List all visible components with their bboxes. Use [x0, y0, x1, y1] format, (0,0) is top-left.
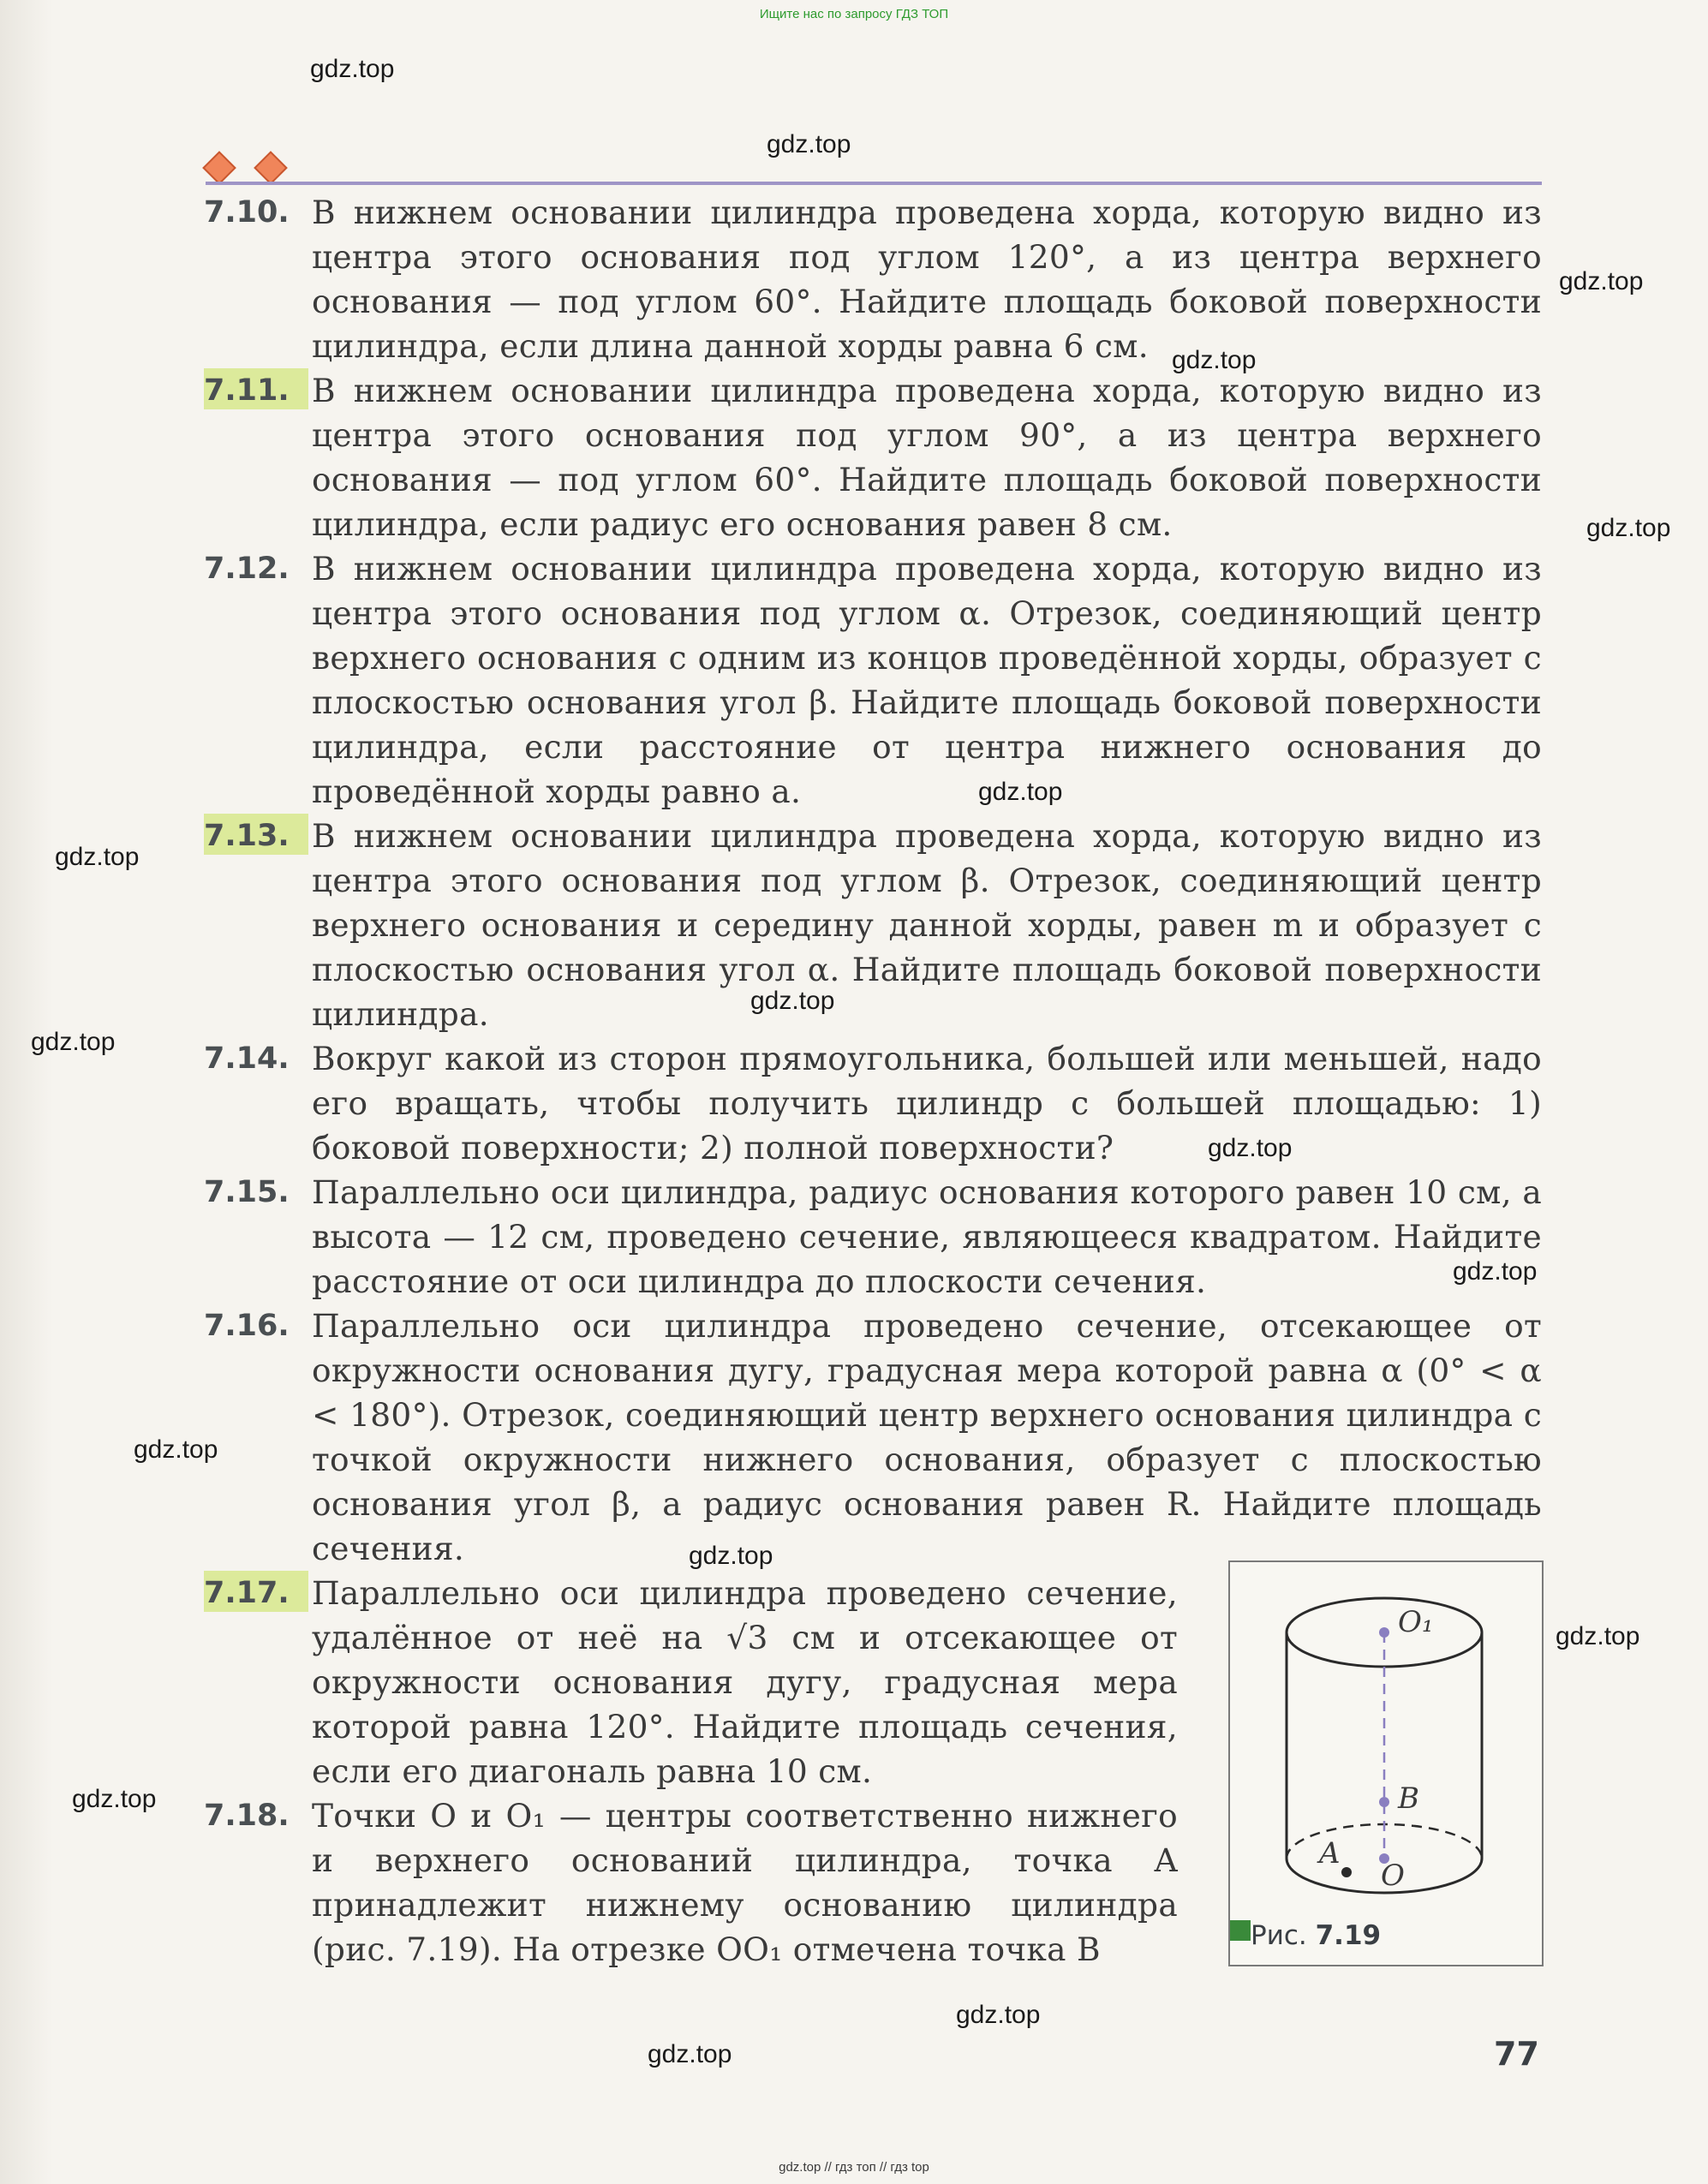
difficulty-diamond-icon	[254, 151, 288, 185]
watermark: gdz.top	[648, 2040, 732, 2068]
problem-number: 7.13.	[204, 814, 308, 855]
problem-7-15	[204, 1170, 1542, 1304]
point-o1	[1379, 1627, 1389, 1638]
label-o1: O₁	[1398, 1605, 1434, 1639]
problem-7-11	[204, 368, 1542, 546]
problem-number: 7.14.	[204, 1041, 290, 1076]
watermark: gdz.top	[310, 55, 395, 83]
problem-number: 7.16.	[204, 1309, 290, 1343]
problem-number: 7.10.	[204, 195, 290, 230]
watermark: gdz.top	[1208, 1134, 1293, 1162]
problem-number: 7.11.	[204, 368, 308, 409]
problem-7-13	[204, 814, 1542, 1036]
figure-caption	[1251, 1920, 1381, 1951]
caption-prefix: Рис.	[1251, 1920, 1307, 1951]
watermark: gdz.top	[31, 1028, 116, 1056]
cylinder-diagram	[1230, 1562, 1542, 1965]
caption-number: 7.19	[1315, 1920, 1382, 1951]
label-o: O	[1381, 1859, 1405, 1893]
watermark: gdz.top	[55, 843, 140, 871]
point-a	[1341, 1867, 1352, 1877]
label-a: A	[1319, 1836, 1341, 1871]
watermark: gdz.top	[1453, 1257, 1538, 1286]
watermark: gdz.top	[1586, 514, 1671, 542]
watermark: gdz.top	[767, 130, 851, 158]
page-edge	[0, 0, 53, 2184]
problem-7-12	[204, 546, 1542, 814]
difficulty-diamond-icon	[202, 151, 236, 185]
watermark: gdz.top	[1172, 346, 1257, 374]
watermark: gdz.top	[956, 2001, 1041, 2029]
problem-text: В нижнем основании цилиндра проведена хорда, которую видно из центра этого основания под углом 120°, а из центра верхнего основания — под углом 60°. Найдите площадь боковой поверхности цилиндра, если длина данной хорды равна 6 см.	[312, 194, 1542, 365]
footer-note: gdz.top // гдз топ // гдз top	[779, 2160, 929, 2175]
watermark: gdz.top	[978, 778, 1063, 806]
problem-text: Параллельно оси цилиндра, радиус основания которого равен 10 см, а высота — 12 см, проведено сечение, являющееся квадратом. Найдите расстояние от оси цилиндра до плоскости сечения.	[312, 1173, 1542, 1300]
section-rule	[206, 182, 1542, 185]
problem-text: Вокруг какой из сторон прямоугольника, большей или меньшей, надо его вращать, чтобы получить цилиндр с большей площадью: 1) боковой поверхности; 2) полной поверхности?	[312, 1040, 1542, 1167]
watermark: gdz.top	[689, 1542, 773, 1570]
problem-7-10	[204, 190, 1542, 368]
label-b: B	[1398, 1781, 1419, 1816]
watermark: gdz.top	[72, 1785, 157, 1813]
problem-text: Параллельно оси цилиндра проведено сечение, удалённое от неё на √3 см и отсекающее от окружности основания дугу, градусная мера которой равна 120°. Найдите площадь сечения, если его диагональ равна 10 см.	[312, 1574, 1178, 1790]
page-number: 77	[1494, 2035, 1539, 2073]
watermark: gdz.top	[750, 987, 835, 1015]
problem-text: Параллельно оси цилиндра проведено сечение, отсекающее от окружности основания дугу, градусная мера которой равна α (0° < α < 180°). Отрезок, соединяющий центр верхнего основания цилиндра с точкой окружности нижнего основания, образует с плоскостью основания угол β, а радиус основания равен R. Найдите площадь сечения.	[312, 1307, 1542, 1567]
problem-7-16	[204, 1304, 1542, 1571]
problem-number: 7.17.	[204, 1571, 308, 1612]
problem-number: 7.18.	[204, 1799, 290, 1833]
figure-7-19	[1228, 1560, 1544, 1966]
problem-text: В нижнем основании цилиндра проведена хорда, которую видно из центра этого основания под углом 90°, а из центра верхнего основания — под углом 60°. Найдите площадь боковой поверхности цилиндра, если радиус его основания равен 8 см.	[312, 372, 1542, 543]
problem-text: В нижнем основании цилиндра проведена хорда, которую видно из центра этого основания под углом β. Отрезок, соединяющий центр верхнего основания и середину данной хорды, равен m и образует с плоскостью основания угол α. Найдите площадь боковой поверхности цилиндра.	[312, 817, 1542, 1033]
problem-number: 7.15.	[204, 1175, 290, 1209]
point-b	[1379, 1797, 1389, 1807]
figure-marker-icon	[1230, 1920, 1251, 1941]
watermark: gdz.top	[1559, 267, 1644, 295]
problem-7-14	[204, 1036, 1542, 1170]
watermark: gdz.top	[134, 1435, 218, 1464]
problem-number: 7.12.	[204, 552, 290, 586]
watermark: gdz.top	[1556, 1622, 1640, 1650]
header-note: Ищите нас по запросу ГДЗ ТОП	[759, 7, 949, 21]
problem-text: В нижнем основании цилиндра проведена хорда, которую видно из центра этого основания под углом α. Отрезок, соединяющий центр верхнего основания с одним из концов проведённой хорды, образует с плоскостью основания угол β. Найдите площадь боковой поверхности цилиндра, если расстояние от центра нижнего основания до проведённой хорды равно a.	[312, 550, 1542, 810]
problem-text: Точки O и O₁ — центры соответственно нижнего и верхнего оснований цилиндра, точка A принадлежит нижнему основанию цилиндра (рис. 7.19). На отрезке OO₁ отмечена точка B	[312, 1797, 1178, 1968]
